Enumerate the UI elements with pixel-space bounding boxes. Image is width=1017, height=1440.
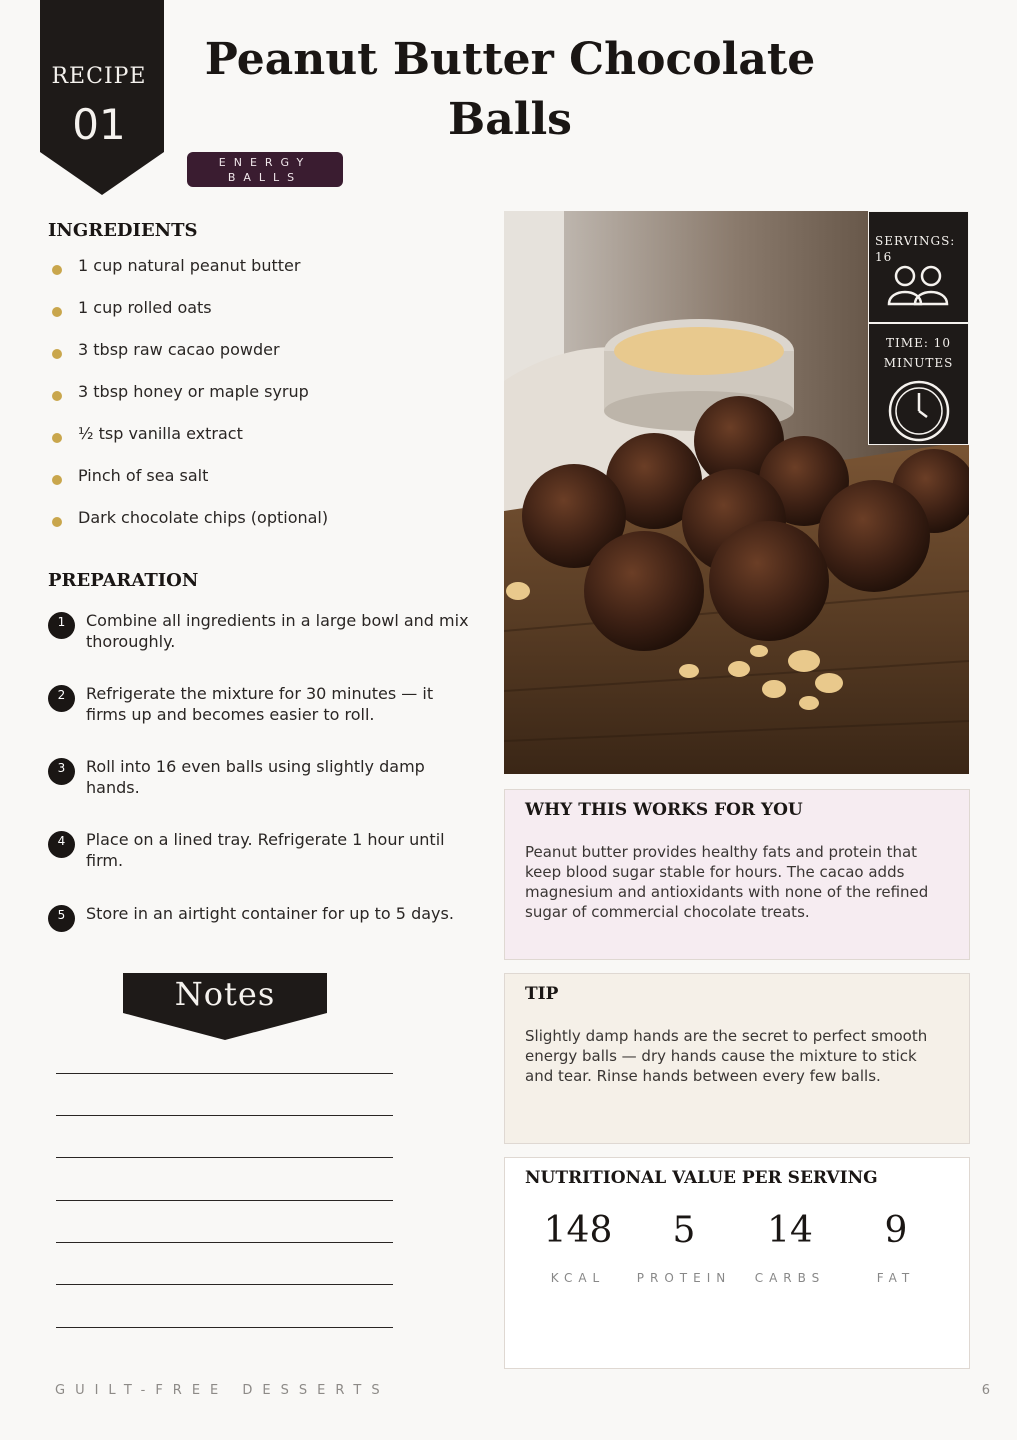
step-number: 5: [48, 905, 75, 932]
step-number: 1: [48, 612, 75, 639]
time-label: TIME: 10: [886, 336, 951, 350]
step-text: Combine all ingredients in a large bowl and mix thoroughly.: [86, 611, 469, 651]
category-line-1: ENERGY: [218, 156, 312, 169]
recipe-number: 01: [72, 100, 126, 149]
nutrition-carbs: [740, 1210, 840, 1285]
ingredient-text: 1 cup rolled oats: [78, 298, 212, 317]
ingredient-item: [48, 340, 328, 382]
nutrition-label: PROTEIN: [636, 1271, 732, 1285]
ingredient-item: [48, 298, 328, 340]
note-line[interactable]: [56, 1284, 393, 1285]
ingredient-item: [48, 382, 328, 424]
servings-label: SERVINGS:: [875, 234, 956, 248]
recipe-label: RECIPE: [51, 64, 147, 89]
why-box: [504, 789, 970, 960]
ingredient-text: Dark chocolate chips (optional): [78, 508, 329, 527]
notes-heading: Notes: [174, 975, 276, 1013]
preparation-heading: PREPARATION: [48, 570, 199, 591]
note-line[interactable]: [56, 1073, 393, 1074]
ingredients-list: [48, 256, 328, 550]
tip-text: Slightly damp hands are the secret to perfect smooth energy balls — dry hands cause the mixture to stick and tear. Rinse hands between every few balls.: [525, 1027, 928, 1085]
nutrition-value: 14: [767, 1210, 813, 1251]
footer-title: GUILT-FREE DESSERTS: [55, 1383, 390, 1398]
ingredient-item: [48, 256, 328, 298]
category-line-2: BALLS: [227, 171, 303, 184]
step-number: 3: [48, 758, 75, 785]
nutrition-fat: [846, 1210, 946, 1285]
clock-icon: [887, 379, 951, 443]
banner-shape: [40, 0, 164, 196]
step-number: 2: [48, 685, 75, 712]
servings-value: 16: [875, 250, 893, 264]
note-line[interactable]: [56, 1242, 393, 1243]
step-text: Refrigerate the mixture for 30 minutes — it firms up and becomes easier to roll.: [86, 684, 434, 724]
step-item: [48, 756, 478, 798]
note-line[interactable]: [56, 1327, 393, 1328]
ingredient-item: [48, 508, 328, 550]
ingredient-text: 1 cup natural peanut butter: [78, 256, 301, 275]
category-badge: [187, 152, 343, 187]
note-line[interactable]: [56, 1115, 393, 1116]
nutrition-label: FAT: [876, 1271, 916, 1285]
nutrition-protein: [634, 1210, 734, 1285]
step-item: [48, 610, 478, 652]
nutrition-value: 9: [884, 1210, 908, 1251]
ingredient-text: 3 tbsp raw cacao powder: [78, 340, 280, 359]
step-item: [48, 683, 478, 725]
step-text: Place on a lined tray. Refrigerate 1 hour until firm.: [86, 830, 445, 870]
step-item: [48, 829, 478, 871]
nutrition-value: 5: [672, 1210, 696, 1251]
bullet-icon: [52, 517, 62, 527]
bullet-icon: [52, 265, 62, 275]
ingredient-item: [48, 466, 328, 508]
bullet-icon: [52, 475, 62, 485]
step-text: Store in an airtight container for up to 5 days.: [86, 904, 454, 923]
people-icon: [887, 264, 951, 308]
page-number: 6: [981, 1383, 990, 1398]
note-line[interactable]: [56, 1200, 393, 1201]
bullet-icon: [52, 307, 62, 317]
time-unit: MINUTES: [883, 356, 954, 370]
nutrition-label: CARBS: [754, 1271, 826, 1285]
nutrition-label: KCAL: [550, 1271, 606, 1285]
recipe-title: Peanut Butter Chocolate Balls: [204, 34, 816, 145]
step-item: [48, 903, 478, 924]
ingredient-text: Pinch of sea salt: [78, 466, 209, 485]
tip-box: [504, 973, 970, 1144]
why-text: Peanut butter provides healthy fats and protein that keep blood sugar stable for hours. The cacao adds magnesium and antioxidants with none of the refined sugar of commercial chocolate treats.: [525, 843, 929, 921]
note-line[interactable]: [56, 1157, 393, 1158]
servings-card: [868, 211, 969, 323]
nutrition-heading: NUTRITIONAL VALUE PER SERVING: [525, 1168, 878, 1188]
recipe-banner: [40, 0, 164, 196]
ingredient-text: 3 tbsp honey or maple syrup: [78, 382, 309, 401]
ingredient-item: [48, 424, 328, 466]
notes-banner: [123, 973, 327, 1041]
nutrition-kcal: [528, 1210, 628, 1285]
ingredient-text: ½ tsp vanilla extract: [78, 424, 243, 443]
ingredients-heading: INGREDIENTS: [48, 220, 198, 241]
tip-heading: TIP: [525, 984, 559, 1004]
bullet-icon: [52, 349, 62, 359]
bullet-icon: [52, 433, 62, 443]
bullet-icon: [52, 391, 62, 401]
time-card: [868, 323, 969, 445]
nutrition-value: 148: [543, 1210, 613, 1251]
step-text: Roll into 16 even balls using slightly damp hands.: [86, 757, 425, 797]
why-heading: WHY THIS WORKS FOR YOU: [525, 800, 803, 820]
step-number: 4: [48, 831, 75, 858]
